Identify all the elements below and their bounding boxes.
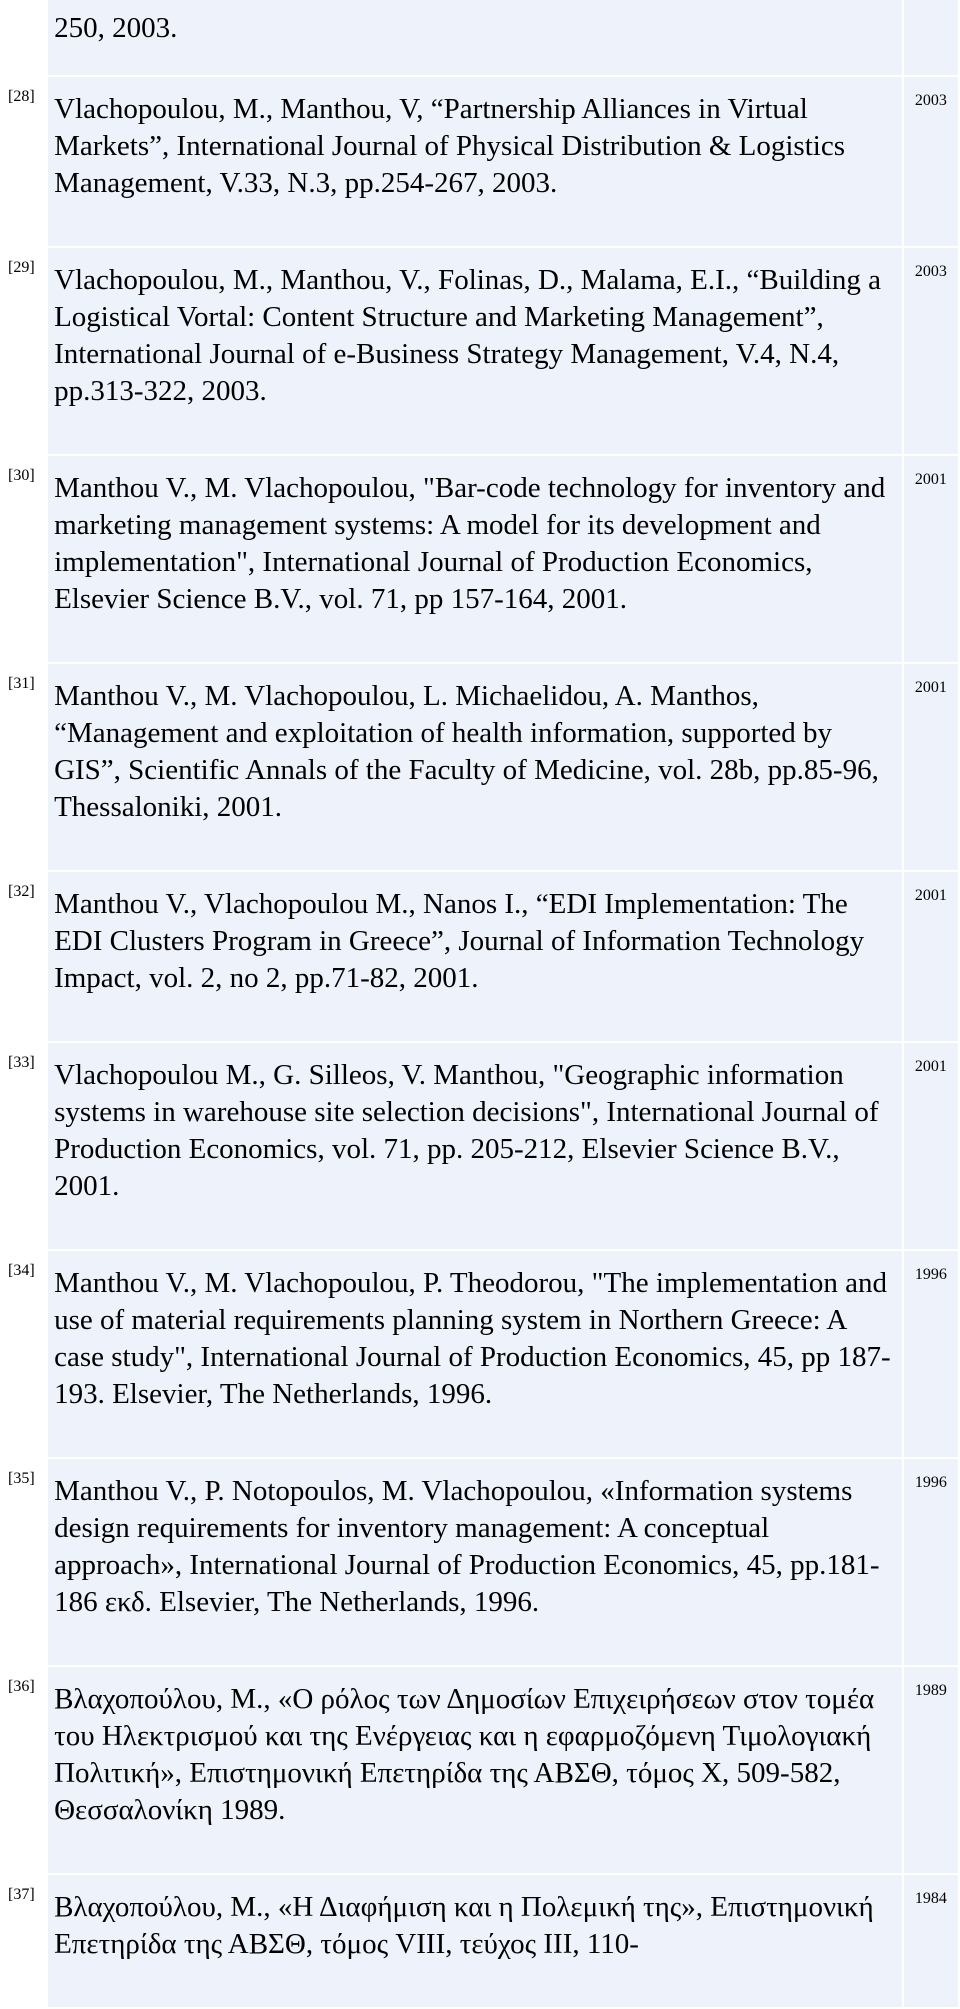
reference-number: [35] <box>2 1459 46 1665</box>
reference-row <box>2 1043 958 1249</box>
reference-number: [30] <box>2 456 46 662</box>
reference-text: Vlachopoulou, M., Manthou, V., Folinas, D., Malama, E.I., “Building a Logistical Vortal: Content Structure and Marketing Management”, International Journal of e-Business Strategy Management, V.4, N.4, pp.313-322, 2003. <box>48 248 902 454</box>
reference-number: [28] <box>2 77 46 246</box>
reference-number: [36] <box>2 1667 46 1873</box>
reference-row <box>2 0 958 75</box>
reference-number: [37] <box>2 1875 46 2007</box>
reference-year: 2001 <box>904 456 958 662</box>
reference-text: Βλαχοπούλου, Μ., «Ο ρόλος των Δημοσίων Επιχειρήσεων στον τομέα του Ηλεκτρισμού και της Ενέργειας και η εφαρμοζόμενη Τιμολογιακή Πολιτική», Επιστημονική Επετηρίδα της ΑΒΣΘ, τόμος Χ, 509-582, Θεσσαλονίκη 1989. <box>48 1667 902 1873</box>
reference-number: [31] <box>2 664 46 870</box>
reference-row <box>2 664 958 870</box>
reference-text: Vlachopoulou, M., Manthou, V, “Partnership Alliances in Virtual Markets”, International Journal of Physical Distribution & Logistics Management, V.33, N.3, pp.254-267, 2003. <box>48 77 902 246</box>
reference-number: [33] <box>2 1043 46 1249</box>
reference-year: 1996 <box>904 1251 958 1457</box>
reference-year: 1996 <box>904 1459 958 1665</box>
reference-year: 2001 <box>904 872 958 1041</box>
reference-row <box>2 1667 958 1873</box>
reference-number: [29] <box>2 248 46 454</box>
reference-row <box>2 456 958 662</box>
reference-row <box>2 1459 958 1665</box>
reference-text: Manthou V., M. Vlachopoulou, P. Theodorou, "The implementation and use of material requirements planning system in Northern Greece: A case study", International Journal of Production Economics, 45, pp 187-193. Elsevier, The Netherlands, 1996. <box>48 1251 902 1457</box>
reference-year: 2001 <box>904 1043 958 1249</box>
reference-text: Manthou V., M. Vlachopoulou, "Bar-code technology for inventory and marketing management systems: A model for its development and implementation", International Journal of Production Economics, Elsevier Science B.V., vol. 71, pp 157-164, 2001. <box>48 456 902 662</box>
reference-year <box>904 0 958 75</box>
reference-text: 250, 2003. <box>48 0 902 75</box>
reference-row <box>2 77 958 246</box>
reference-text: Βλαχοπούλου, Μ., «Η Διαφήμιση και η Πολεμική της», Επιστημονική Επετηρίδα της ΑΒΣΘ, τόμος VIII, τεύχος ΙΙΙ, 110- <box>48 1875 902 2007</box>
reference-text: Vlachopoulou M., G. Silleos, V. Manthou, "Geographic information systems in warehouse site selection decisions", International Journal of Production Economics, vol. 71, pp. 205-212, Elsevier Science B.V., 2001. <box>48 1043 902 1249</box>
reference-year: 2001 <box>904 664 958 870</box>
reference-row <box>2 248 958 454</box>
reference-year: 2003 <box>904 248 958 454</box>
reference-row <box>2 1875 958 2007</box>
reference-year: 2003 <box>904 77 958 246</box>
reference-number: [34] <box>2 1251 46 1457</box>
reference-text: Manthou V., M. Vlachopoulou, L. Michaelidou, A. Manthos, “Management and exploitation of health information, supported by GIS”, Scientific Annals of the Faculty of Medicine, vol. 28b, pp.85-96, Thessaloniki, 2001. <box>48 664 902 870</box>
reference-year: 1984 <box>904 1875 958 2007</box>
reference-row <box>2 1251 958 1457</box>
reference-number <box>2 0 46 75</box>
reference-number: [32] <box>2 872 46 1041</box>
reference-text: Manthou V., Vlachopoulou M., Nanos I., “EDI Implementation: The EDI Clusters Program in Greece”, Journal of Information Technology Impact, vol. 2, no 2, pp.71-82, 2001. <box>48 872 902 1041</box>
reference-text: Manthou V., P. Notopoulos, M. Vlachopoulou, «Information systems design requirements for inventory management: A conceptual approach», International Journal of Production Economics, 45, pp.181-186 εκδ. Elsevier, The Netherlands, 1996. <box>48 1459 902 1665</box>
reference-row <box>2 872 958 1041</box>
reference-year: 1989 <box>904 1667 958 1873</box>
